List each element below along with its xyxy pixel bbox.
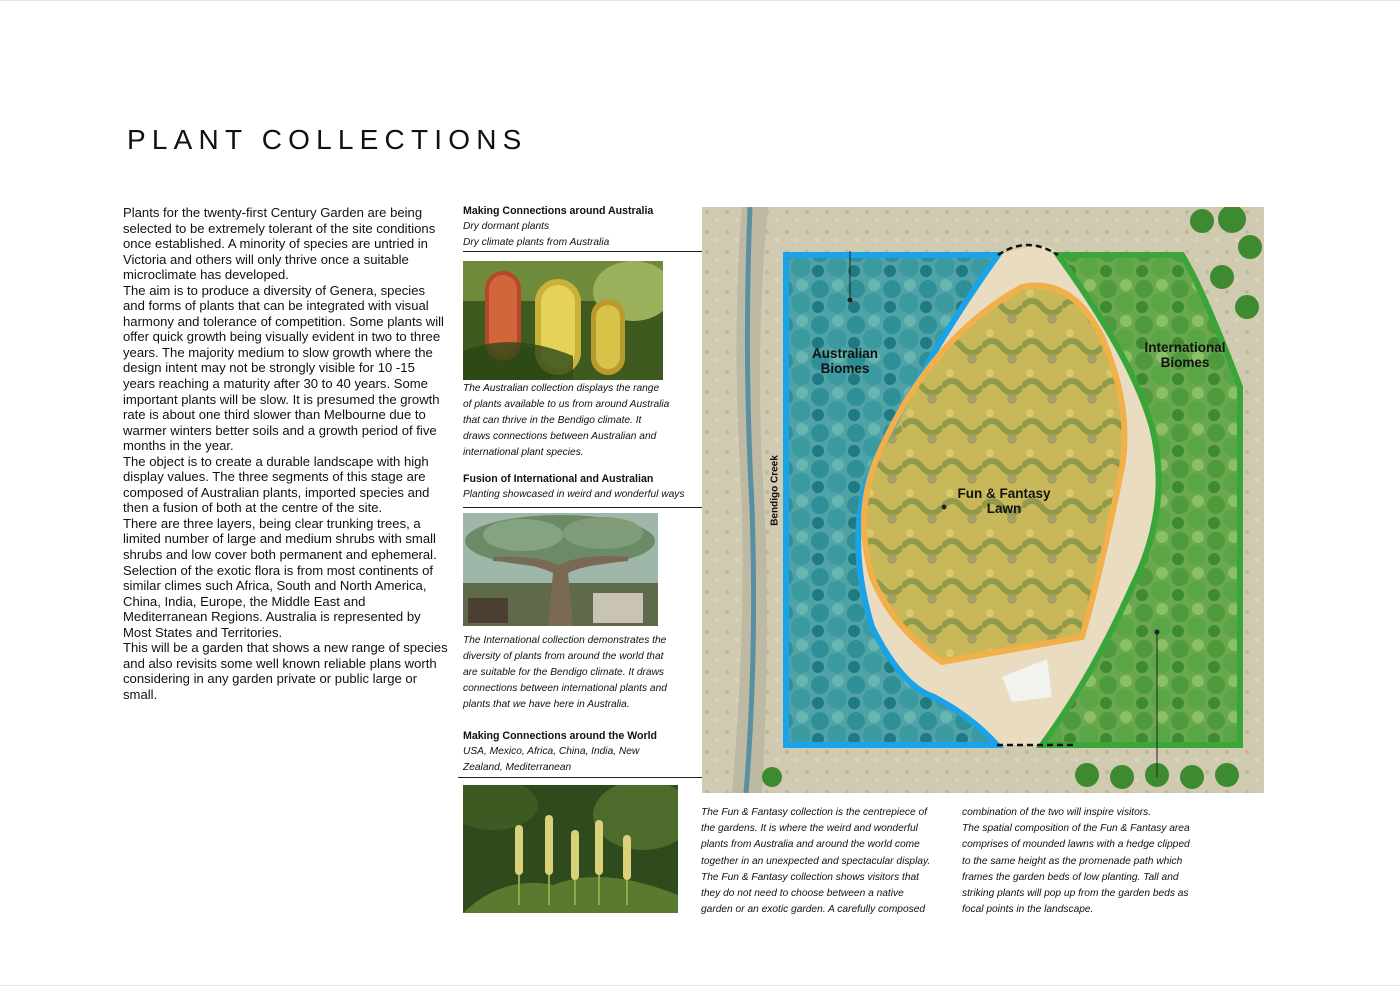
section-subline: Dry dormant plants — [463, 221, 550, 232]
bottom-text-col1 — [701, 805, 951, 918]
text-line: striking plants will pop up from the garden beds as — [962, 888, 1189, 900]
caption-line: draws connections between Australian and — [463, 431, 657, 442]
section-heading: Fusion of International and Australian — [463, 473, 654, 485]
bottom-rule — [0, 985, 1400, 986]
intro-paragraph: The object is to create a durable landscape with high display values. The three segments of this stage are composed of Australian plants, imported species and then a fusion of both at the centre of the site. — [123, 453, 430, 516]
label-international-biomes: International Biomes — [1144, 340, 1226, 370]
section-heading: Making Connections around the World — [463, 730, 658, 742]
section-subline: Planting showcased in weird and wonderful ways — [463, 489, 685, 500]
label-fun-fantasy-lawn: Fun & Fantasy Lawn — [957, 486, 1051, 516]
dragon-tree-photo — [463, 513, 658, 626]
bottom-text-col2 — [962, 805, 1222, 918]
caption-line: connections between international plants and — [463, 683, 667, 694]
text-line: The Fun & Fantasy collection shows visitors that — [701, 871, 919, 883]
aloe-photo — [463, 785, 678, 913]
label-australian-biomes: Australian Biomes — [811, 346, 879, 376]
caption-line: are suitable for the Bendigo climate. It draws — [463, 667, 665, 678]
caption-line: The International collection demonstrates the — [463, 635, 667, 646]
caption-line: international plant species. — [463, 447, 584, 458]
page-title: PLANT COLLECTIONS — [127, 124, 528, 155]
intro-paragraph: Plants for the twenty-first Century Garden are being selected to be extremely tolerant of the site conditions once established. A minority of species are untried in Victoria and others will only thrive once a suitable microclimate has developed. — [123, 205, 436, 283]
caption-line: The Australian collection displays the range — [463, 383, 660, 394]
text-line: garden or an exotic garden. A carefully composed — [701, 904, 926, 916]
intro-paragraph: This will be a garden that shows a new range of species and also revisits some well known reliable plans worth considering in any garden private or public large or small. — [123, 640, 448, 702]
text-line: together in an unexpected and spectacular display. — [701, 855, 931, 867]
caption-line: plants that we have here in Australia. — [463, 699, 630, 710]
caption-australia — [463, 381, 698, 461]
section-subline: Dry climate plants from Australia — [463, 237, 610, 248]
section-subline: Zealand, Mediterranean — [463, 762, 572, 773]
text-line: plants from Australia and around the world come — [701, 839, 920, 851]
text-line: comprises of mounded lawns with a hedge clipped — [962, 839, 1190, 851]
intro-text — [123, 205, 448, 703]
intro-paragraph: The aim is to produce a diversity of Genera, species and forms of plants that can be integrated with visual harmony and tolerance of competition. Some plants will offer quick growth being visually evident in two to three years. The majority medium to slow growth where the design intent may not be strongly visible for 10 -15 years reaching a maturity after 30 to 40 years. Some important plants will be slow. It is presumed the growth rate is about one third slower than Melbourne due to warmer winters better soils and a growth period of five months in the year. — [123, 282, 444, 454]
section-world — [463, 728, 698, 776]
caption-line: of plants available to us from around Australia — [463, 399, 670, 410]
text-line: combination of the two will inspire visitors. — [962, 807, 1152, 818]
text-line: frames the garden beds of low planting. Tall and — [962, 871, 1179, 883]
label-bendigo-creek: Bendigo Creek — [769, 455, 781, 526]
text-line: The spatial composition of the Fun & Fantasy area — [962, 823, 1190, 835]
caption-international — [463, 633, 703, 713]
caption-line: that can thrive in the Bendigo climate. It — [463, 415, 642, 426]
text-line: focal points in the landscape. — [962, 904, 1094, 916]
caption-line: diversity of plants from around the world that — [463, 651, 664, 662]
text-line: they do not need to choose between a native — [701, 888, 904, 900]
text-line: The Fun & Fantasy collection is the centrepiece of — [701, 807, 927, 818]
text-line: to the same height as the promenade path which — [962, 855, 1183, 867]
banksia-photo — [463, 261, 663, 380]
section-heading: Making Connections around Australia — [463, 205, 654, 217]
intro-paragraph: There are three layers, being clear trunking trees, a limited number of large and medium shrubs with small shrubs and low cover both permanent and ephemeral. Selection of the exotic flora is from most continents of similar climes such Africa, South and North America, China, India, Europe, the Middle East and Mediterranean Regions. Australia is represented by Most States and Territories. — [123, 515, 437, 640]
section-subline: USA, Mexico, Africa, China, India, New — [463, 746, 640, 757]
text-line: the gardens. It is where the weird and wonderful — [701, 823, 918, 835]
section-fusion — [463, 471, 703, 503]
section-australia — [463, 203, 698, 251]
top-rule — [0, 0, 1400, 1]
